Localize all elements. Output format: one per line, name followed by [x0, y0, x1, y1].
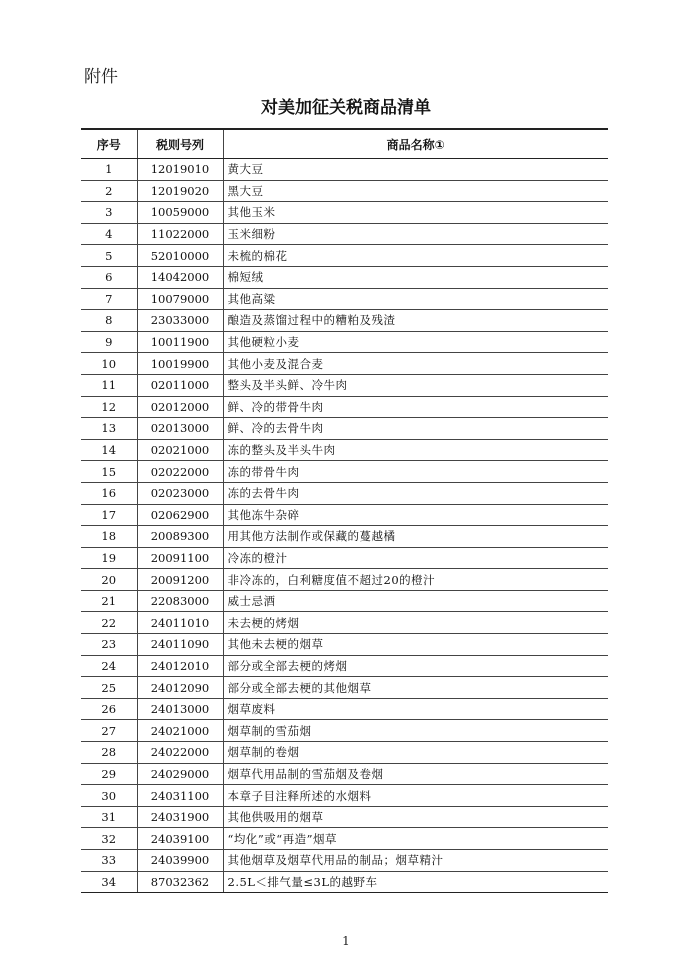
goods-name-cell: 玉米细粉: [223, 223, 608, 245]
goods-name-cell: 2.5L＜排气量≤3L的越野车: [223, 871, 608, 893]
table-row: [81, 353, 608, 375]
tariff-code-cell: 24012090: [137, 677, 223, 699]
table-row: [81, 698, 608, 720]
goods-name-cell: 烟草制的雪茄烟: [223, 720, 608, 742]
goods-name-cell: “均化”或“再造”烟草: [223, 828, 608, 850]
table-row: [81, 526, 608, 548]
row-number-cell: 27: [81, 720, 137, 742]
goods-name-cell: 部分或全部去梗的其他烟草: [223, 677, 608, 699]
table-row: [81, 439, 608, 461]
table-header-row: [81, 129, 608, 159]
goods-name-cell: 鲜、冷的去骨牛肉: [223, 418, 608, 440]
row-number-cell: 16: [81, 482, 137, 504]
tariff-code-cell: 20091200: [137, 569, 223, 591]
goods-name-cell: 鲜、冷的带骨牛肉: [223, 396, 608, 418]
goods-name-cell: 整头及半头鲜、冷牛肉: [223, 374, 608, 396]
row-number-cell: 13: [81, 418, 137, 440]
goods-name-cell: 威士忌酒: [223, 590, 608, 612]
tariff-code-cell: 14042000: [137, 266, 223, 288]
tariff-code-cell: 23033000: [137, 310, 223, 332]
table-row: [81, 655, 608, 677]
row-number-cell: 30: [81, 785, 137, 807]
row-number-cell: 2: [81, 180, 137, 202]
row-number-cell: 8: [81, 310, 137, 332]
tariff-code-cell: 11022000: [137, 223, 223, 245]
goods-name-cell: 本章子目注释所述的水烟料: [223, 785, 608, 807]
tariff-code-cell: 24022000: [137, 742, 223, 764]
tariff-code-cell: 24011090: [137, 634, 223, 656]
row-number-cell: 22: [81, 612, 137, 634]
row-number-cell: 33: [81, 850, 137, 872]
goods-name-cell: 未梳的棉花: [223, 245, 608, 267]
table-row: [81, 288, 608, 310]
goods-name-cell: 非冷冻的，白利糖度值不超过20的橙汁: [223, 569, 608, 591]
header-goods-name: 商品名称①: [223, 129, 608, 159]
tariff-code-cell: 20089300: [137, 526, 223, 548]
tariff-code-cell: 10059000: [137, 202, 223, 224]
table-row: [81, 504, 608, 526]
row-number-cell: 15: [81, 461, 137, 483]
row-number-cell: 10: [81, 353, 137, 375]
header-no: 序号: [81, 129, 137, 159]
row-number-cell: 3: [81, 202, 137, 224]
row-number-cell: 23: [81, 634, 137, 656]
goods-name-cell: 用其他方法制作或保藏的蔓越橘: [223, 526, 608, 548]
table-row: [81, 763, 608, 785]
row-number-cell: 11: [81, 374, 137, 396]
goods-name-cell: 棉短绒: [223, 266, 608, 288]
tariff-code-cell: 10019900: [137, 353, 223, 375]
row-number-cell: 31: [81, 806, 137, 828]
goods-name-cell: 烟草废料: [223, 698, 608, 720]
row-number-cell: 25: [81, 677, 137, 699]
row-number-cell: 6: [81, 266, 137, 288]
goods-name-cell: 冻的带骨牛肉: [223, 461, 608, 483]
tariff-code-cell: 02013000: [137, 418, 223, 440]
tariff-code-cell: 02023000: [137, 482, 223, 504]
tariff-code-cell: 02021000: [137, 439, 223, 461]
table-row: [81, 850, 608, 872]
row-number-cell: 4: [81, 223, 137, 245]
tariff-code-cell: 24039100: [137, 828, 223, 850]
tariff-code-cell: 24031900: [137, 806, 223, 828]
tariff-code-cell: 12019010: [137, 159, 223, 181]
goods-name-cell: 酿造及蒸馏过程中的糟粕及残渣: [223, 310, 608, 332]
tariff-code-cell: 10011900: [137, 331, 223, 353]
goods-name-cell: 其他玉米: [223, 202, 608, 224]
table-row: [81, 806, 608, 828]
goods-name-cell: 烟草代用品制的雪茄烟及卷烟: [223, 763, 608, 785]
tariff-code-cell: 02062900: [137, 504, 223, 526]
row-number-cell: 34: [81, 871, 137, 893]
goods-name-cell: 冷冻的橙汁: [223, 547, 608, 569]
tariff-code-cell: 24021000: [137, 720, 223, 742]
page-number: 1: [342, 934, 350, 948]
page-title: 对美加征关税商品清单: [261, 98, 431, 118]
row-number-cell: 9: [81, 331, 137, 353]
table-row: [81, 720, 608, 742]
table-row: [81, 310, 608, 332]
goods-name-cell: 其他供吸用的烟草: [223, 806, 608, 828]
row-number-cell: 24: [81, 655, 137, 677]
tariff-code-cell: 02022000: [137, 461, 223, 483]
tariff-code-cell: 24011010: [137, 612, 223, 634]
table-row: [81, 159, 608, 181]
table-row: [81, 828, 608, 850]
row-number-cell: 12: [81, 396, 137, 418]
table-row: [81, 634, 608, 656]
table-row: [81, 374, 608, 396]
tariff-code-cell: 20091100: [137, 547, 223, 569]
row-number-cell: 18: [81, 526, 137, 548]
tariff-code-cell: 24013000: [137, 698, 223, 720]
table-row: [81, 612, 608, 634]
row-number-cell: 5: [81, 245, 137, 267]
table-row: [81, 223, 608, 245]
tariff-code-cell: 22083000: [137, 590, 223, 612]
table-row: [81, 461, 608, 483]
table-row: [81, 202, 608, 224]
row-number-cell: 29: [81, 763, 137, 785]
table-row: [81, 180, 608, 202]
row-number-cell: 28: [81, 742, 137, 764]
goods-name-cell: 冻的去骨牛肉: [223, 482, 608, 504]
goods-name-cell: 其他小麦及混合麦: [223, 353, 608, 375]
goods-name-cell: 其他冻牛杂碎: [223, 504, 608, 526]
tariff-code-cell: 02012000: [137, 396, 223, 418]
tariff-code-cell: 24031100: [137, 785, 223, 807]
tariff-goods-table: [81, 128, 608, 893]
table-row: [81, 569, 608, 591]
table-row: [81, 482, 608, 504]
tariff-code-cell: 87032362: [137, 871, 223, 893]
goods-name-cell: 其他高粱: [223, 288, 608, 310]
goods-name-cell: 其他未去梗的烟草: [223, 634, 608, 656]
table-row: [81, 331, 608, 353]
table-row: [81, 677, 608, 699]
table-row: [81, 871, 608, 893]
row-number-cell: 21: [81, 590, 137, 612]
tariff-code-cell: 24012010: [137, 655, 223, 677]
row-number-cell: 26: [81, 698, 137, 720]
table-row: [81, 266, 608, 288]
row-number-cell: 14: [81, 439, 137, 461]
attachment-label: 附件: [84, 67, 118, 87]
tariff-code-cell: 10079000: [137, 288, 223, 310]
goods-name-cell: 烟草制的卷烟: [223, 742, 608, 764]
row-number-cell: 7: [81, 288, 137, 310]
tariff-code-cell: 52010000: [137, 245, 223, 267]
table-row: [81, 742, 608, 764]
table-row: [81, 785, 608, 807]
table-row: [81, 396, 608, 418]
row-number-cell: 17: [81, 504, 137, 526]
tariff-code-cell: 24039900: [137, 850, 223, 872]
header-tariff-code: 税则号列: [137, 129, 223, 159]
tariff-code-cell: 12019020: [137, 180, 223, 202]
goods-name-cell: 冻的整头及半头牛肉: [223, 439, 608, 461]
table-body: [81, 159, 608, 893]
goods-name-cell: 其他烟草及烟草代用品的制品；烟草精汁: [223, 850, 608, 872]
tariff-code-cell: 02011000: [137, 374, 223, 396]
goods-name-cell: 黑大豆: [223, 180, 608, 202]
row-number-cell: 1: [81, 159, 137, 181]
table-row: [81, 547, 608, 569]
goods-name-cell: 黄大豆: [223, 159, 608, 181]
table-row: [81, 590, 608, 612]
goods-name-cell: 部分或全部去梗的烤烟: [223, 655, 608, 677]
row-number-cell: 20: [81, 569, 137, 591]
table-row: [81, 418, 608, 440]
goods-name-cell: 其他硬粒小麦: [223, 331, 608, 353]
goods-name-cell: 未去梗的烤烟: [223, 612, 608, 634]
table-row: [81, 245, 608, 267]
tariff-code-cell: 24029000: [137, 763, 223, 785]
row-number-cell: 19: [81, 547, 137, 569]
row-number-cell: 32: [81, 828, 137, 850]
